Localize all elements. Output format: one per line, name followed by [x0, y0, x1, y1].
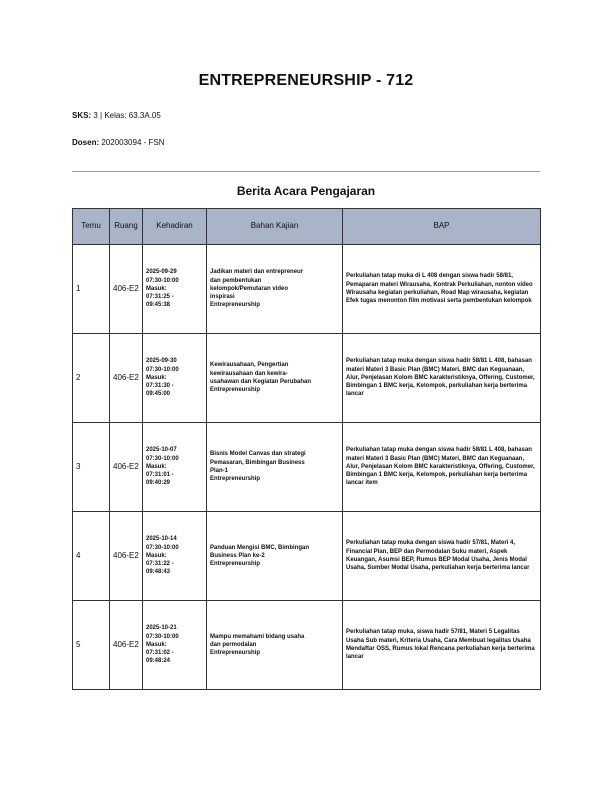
bahan-line: Entrepreneurship — [210, 387, 261, 394]
kehadiran-line: 09:45:00 — [146, 391, 171, 398]
bahan-line: kewirausahaan dan kewira- — [210, 370, 288, 377]
sks-label: SKS: — [72, 111, 92, 120]
cell-bap: Perkuliahan tatap muka dengan siswa hadir 57/81, Materi 4, Financial Plan, BEP dan Permodalan Suku materi, Aspek Keuangan, Asumsi BEP, Rumus BEP Modal Usaha, Jenis Modal Usaha, Sumber Modal Usaha, perkuliahan kerja berterima lancar — [343, 512, 541, 601]
bahan-line: usahawan dan Kegiatan Perubahan — [210, 379, 312, 385]
table-header-row — [73, 209, 541, 245]
section-title: Berita Acara Pengajaran — [236, 184, 376, 198]
bahan-line: kelompok/Pemutaran video — [210, 285, 289, 292]
cell-ruang: 406-E2 — [110, 512, 143, 601]
page-title: ENTREPRENEURSHIP - 712 — [198, 72, 414, 89]
bahan-line: Entrepreneurship — [210, 650, 261, 657]
table-row — [73, 423, 541, 512]
cell-temu: 4 — [73, 512, 110, 601]
cell-ruang: 406-E2 — [110, 601, 143, 690]
cell-bahan-kajian — [207, 334, 343, 423]
cell-temu: 5 — [73, 601, 110, 690]
header-bap: BAP — [343, 209, 541, 245]
cell-bahan-kajian — [207, 245, 343, 334]
header-ruang: Ruang — [110, 209, 143, 245]
bahan-line: Entrepreneurship — [210, 476, 261, 483]
table-row — [73, 601, 541, 690]
kehadiran-line: 07:31:01 - — [146, 472, 174, 479]
kehadiran-line: Masuk: — [146, 374, 167, 381]
header-bahan-kajian: Bahan Kajian — [207, 209, 343, 245]
kehadiran-line: 2025-10-14 — [146, 536, 177, 543]
header-temu: Temu — [73, 209, 110, 245]
kehadiran-line: 07:31:30 - — [146, 383, 174, 390]
kehadiran-line: 07:31:25 - — [146, 294, 174, 301]
cell-ruang: 406-E2 — [110, 245, 143, 334]
cell-kehadiran — [143, 334, 207, 423]
kehadiran-line: 2025-09-30 — [146, 358, 177, 365]
kehadiran-line: 2025-10-07 — [146, 447, 177, 454]
teaching-report-table — [72, 208, 541, 690]
cell-kehadiran — [143, 601, 207, 690]
bahan-line: dan pembentukan — [210, 277, 262, 284]
kehadiran-line: Masuk: — [146, 463, 167, 470]
kehadiran-line: 07:30-10:00 — [146, 633, 179, 640]
table-row — [73, 245, 541, 334]
cell-bap: Perkuliahan tatap muka, siswa hadir 57/81, Materi 5 Legalitas Usaha Sub materi, Kriteria Usaha, Cara Membuat legalitas Usaha Mendaftar OSS, Rumus lokal Rencana perkuliahan kerja berterima lancar — [343, 601, 541, 690]
kehadiran-line: 07:30-10:00 — [146, 366, 179, 373]
header-kehadiran: Kehadiran — [143, 209, 207, 245]
cell-temu: 2 — [73, 334, 110, 423]
cell-bap: Perkuliahan tatap muka dengan siswa hadir 58/81 L 408, bahasan materi Materi 3 Basic Plan (BMC) Materi, BMC dan Keguanaan, Alur, Penjelasan Kolom BMC karakteristiknya, Offering, Customer, Bimbingan 1 BMC kerja, Kelompok, perkuliahan kerja berterima lancar — [343, 334, 541, 423]
bahan-line: Entrepreneurship — [210, 302, 261, 309]
bahan-line: Entrepreneurship — [210, 561, 261, 568]
cell-kehadiran — [143, 512, 207, 601]
bahan-line: Panduan Mengisi BMC, Bimbingan — [210, 544, 310, 551]
bahan-line: Mampu memahami bidang usaha — [210, 633, 305, 640]
kehadiran-line: 09:48:43 — [146, 569, 171, 576]
cell-kehadiran — [143, 423, 207, 512]
bahan-line: Plan-1 — [210, 468, 229, 474]
bahan-line: Business Plan ke-2 — [210, 552, 265, 559]
kehadiran-line: 2025-09-29 — [146, 269, 177, 276]
bahan-line: Bisnis Model Canvas dan strategi — [210, 451, 306, 458]
dosen-value: 202003094 - FSN — [101, 138, 165, 147]
kehadiran-line: 07:31:02 - — [146, 650, 174, 657]
bahan-line: dan permodalan — [210, 641, 257, 648]
divider — [72, 171, 540, 172]
bahan-line: Jadikan materi dan entrepreneur — [210, 269, 304, 276]
sks-value: 3 | Kelas: 63.3A.05 — [93, 111, 161, 120]
cell-bahan-kajian — [207, 601, 343, 690]
kehadiran-line: 07:30-10:00 — [146, 455, 179, 462]
bahan-line: Pemasaran, Bimbingan Business — [210, 459, 305, 466]
kehadiran-line: 07:31:22 - — [146, 561, 174, 568]
cell-bap: Perkuliahan tatap muka dengan siswa hadir 58/81 L 408, bahasan materi Materi 3 Basic Plan (BMC) Materi, BMC dan Keguanaan, Alur, Penjelasan Kolom BMC karakteristiknya, Offering, Customer, Bimbingan 1 BMC kerja, Kelompok, perkuliahan kerja berterima lancar item — [343, 423, 541, 512]
cell-temu: 3 — [73, 423, 110, 512]
cell-kehadiran — [143, 245, 207, 334]
kehadiran-line: 07:30-10:00 — [146, 277, 179, 284]
dosen-label: Dosen: — [72, 138, 100, 147]
kehadiran-line: 2025-10-21 — [146, 625, 177, 632]
course-meta-sks — [72, 111, 161, 120]
kehadiran-line: Masuk: — [146, 552, 167, 559]
cell-ruang: 406-E2 — [110, 334, 143, 423]
cell-ruang: 406-E2 — [110, 423, 143, 512]
kehadiran-line: 07:30-10:00 — [146, 544, 179, 551]
kehadiran-line: 09:40:29 — [146, 480, 171, 487]
cell-bahan-kajian — [207, 423, 343, 512]
course-meta-dosen — [72, 138, 165, 147]
kehadiran-line: Masuk: — [146, 641, 167, 648]
table-row — [73, 512, 541, 601]
cell-bap: Perkuliahan tatap muka di L 408 dengan siswa hadir 58/81, Pemaparan materi Wirausaha, Kontrak Perkuliahan, nonton video Wirausaha kegiatan perkuliahan, Road Map wirausaha, kegiatan Efek tugas menonton film motivasi serta pembentukan kelompok — [343, 245, 541, 334]
bahan-line: inspirasi — [210, 294, 235, 301]
kehadiran-line: Masuk: — [146, 285, 167, 292]
kehadiran-line: 09:45:38 — [146, 302, 171, 309]
cell-temu: 1 — [73, 245, 110, 334]
bahan-line: Kewirausahaan, Pengertian — [210, 362, 289, 369]
table-row — [73, 334, 541, 423]
cell-bahan-kajian — [207, 512, 343, 601]
kehadiran-line: 09:48:24 — [146, 658, 171, 665]
